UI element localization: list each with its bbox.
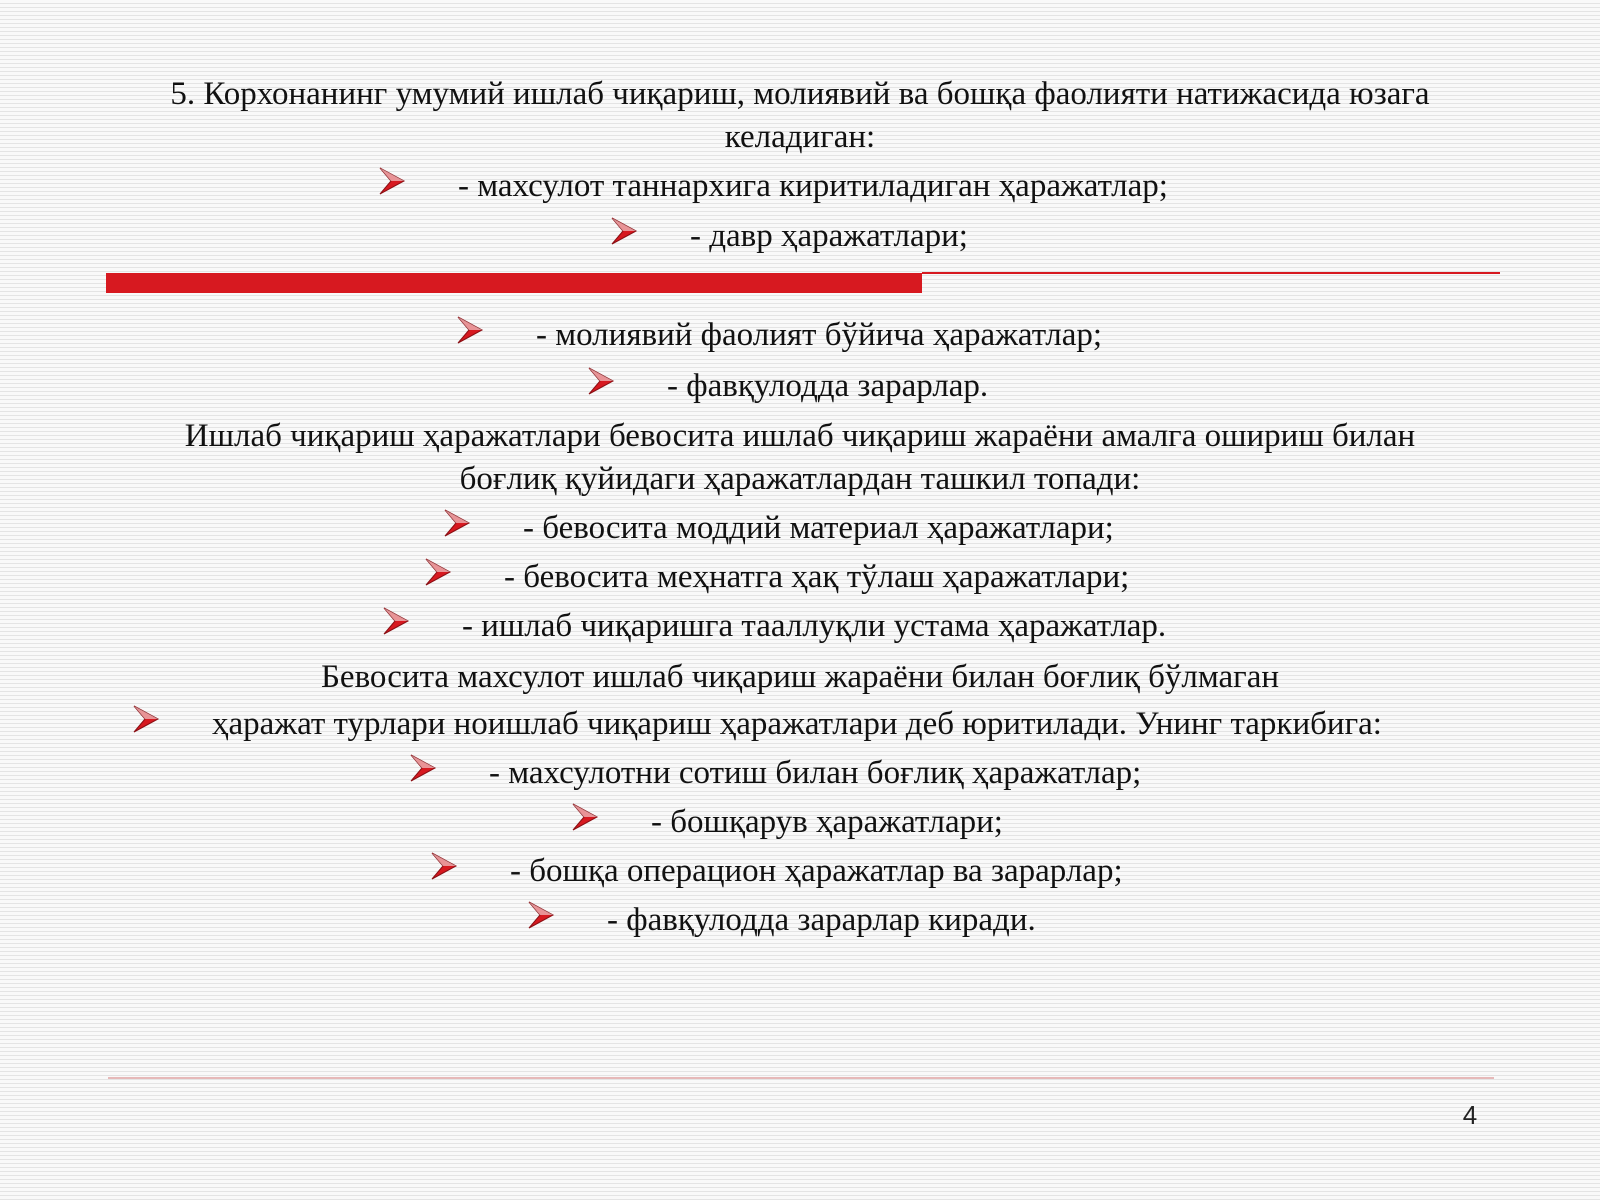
bullet-item [0, 704, 1600, 754]
red-arrowhead-icon [587, 366, 615, 396]
title-accent-bar [106, 273, 922, 293]
red-arrowhead-icon [409, 753, 437, 783]
red-arrowhead-icon [430, 851, 458, 881]
red-arrowhead-icon [443, 508, 471, 538]
bullet-item [0, 606, 1600, 656]
bullet-text: - бевосита моддий материал ҳаражатлари; [523, 510, 1114, 546]
bullet-text: - бошқа операцион ҳаражатлар ва зарарлар; [510, 853, 1123, 889]
bullet-text: - ишлаб чиқаришга тааллуқли устама ҳаражатлар. [462, 608, 1167, 644]
bullet-item [0, 366, 1600, 416]
bullet-item [0, 508, 1600, 558]
red-arrowhead-icon [424, 557, 452, 587]
bullet-text: - махсулот таннархига киритиладиган ҳаражатлар; [458, 168, 1168, 204]
red-arrowhead-icon [456, 315, 484, 345]
title-accent-line [922, 272, 1500, 274]
red-arrowhead-icon [132, 704, 160, 734]
bullet-text: - молиявий фаолият бўйича ҳаражатлар; [536, 317, 1103, 353]
bullet-text: - махсулотни сотиш билан боғлиқ ҳаражатлар; [489, 755, 1142, 791]
red-arrowhead-icon [571, 802, 599, 832]
bullet-item [0, 557, 1600, 607]
bullet-item [0, 753, 1600, 803]
bullet-text: - давр ҳаражатлари; [690, 218, 968, 254]
bullet-text: - фавқулодда зарарлар. [667, 368, 989, 404]
bullet-item [0, 802, 1600, 852]
bullet-item [0, 851, 1600, 901]
paragraph-line: келадиган: [724, 119, 876, 155]
footer-divider [108, 1077, 1494, 1079]
bullet-item [0, 216, 1600, 266]
paragraph-line: боғлиқ қуйидаги ҳаражатлардан ташкил топади: [459, 461, 1141, 497]
bullet-item [0, 166, 1600, 216]
bullet-item [0, 900, 1600, 950]
paragraph-line: Ишлаб чиқариш ҳаражатлари бевосита ишлаб чиқариш жараёни амалга ошириш билан [184, 418, 1416, 454]
bullet-text: - бошқарув ҳаражатлари; [651, 804, 1003, 840]
red-arrowhead-icon [378, 166, 406, 196]
red-arrowhead-icon [527, 900, 555, 930]
bullet-text: - фавқулодда зарарлар киради. [607, 902, 1036, 938]
page-number: 4 [1462, 1100, 1478, 1130]
red-arrowhead-icon [610, 216, 638, 246]
paragraph-line: 5. Корхонанинг умумий ишлаб чиқариш, молиявий ва бошқа фаолияти натижасида юзага [170, 76, 1430, 112]
bullet-item [0, 315, 1600, 365]
red-arrowhead-icon [382, 606, 410, 636]
bullet-text: - бевосита меҳнатга ҳақ тўлаш ҳаражатлари; [504, 559, 1130, 595]
paragraph-line: Бевосита махсулот ишлаб чиқариш жараёни билан боғлиқ бўлмаган [320, 659, 1280, 695]
bullet-text: ҳаражат турлари ноишлаб чиқариш ҳаражатлари деб юритилади. Унинг таркибига: [212, 706, 1382, 742]
